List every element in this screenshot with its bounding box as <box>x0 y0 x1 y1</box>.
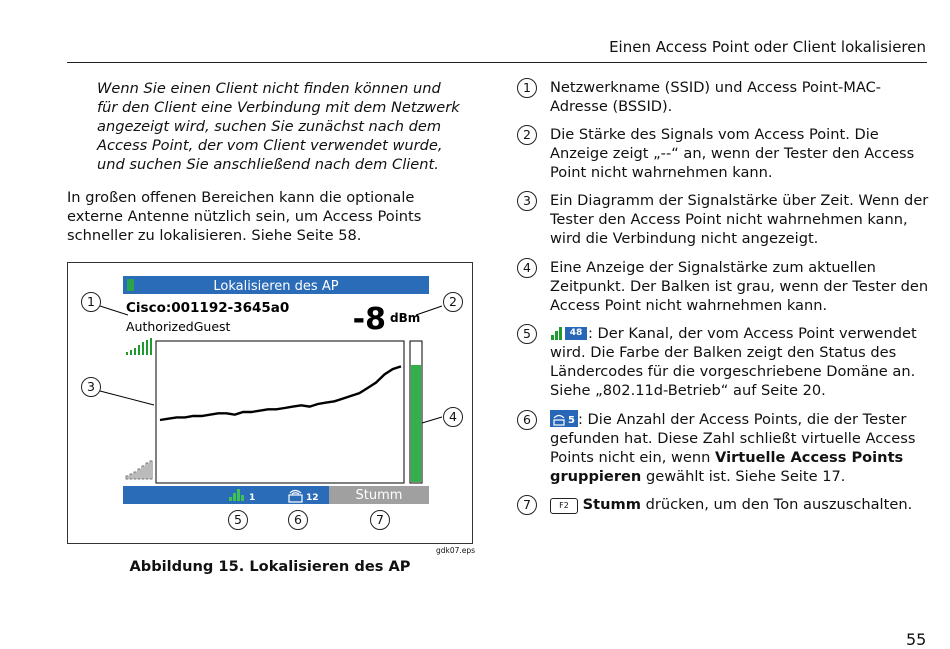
item-text <box>550 410 930 486</box>
item-number: 2 <box>517 125 537 145</box>
device-screen-figure <box>68 263 472 543</box>
signal-history-chart-frame <box>156 341 404 483</box>
figure-callout-1: 1 <box>81 292 101 312</box>
channel-badge: 48 <box>565 327 587 340</box>
item-text-b: gewählt ist. Siehe Seite 17. <box>641 468 846 485</box>
screen-title: Lokalisieren des AP <box>213 279 339 294</box>
figure-file-label: gdk07.eps <box>436 546 476 555</box>
figure-callout-5: 5 <box>228 510 248 530</box>
figure-caption: Abbildung 15. Lokalisieren des AP <box>129 558 411 575</box>
ap-name: Cisco:001192-3645a0 <box>126 300 290 316</box>
item-number: 5 <box>517 324 537 344</box>
item-number: 1 <box>517 78 537 98</box>
signal-value: -8 <box>352 302 386 337</box>
body-paragraph: In großen offenen Bereichen kann die optionale externe Antenne nützlich sein, um Access Points schneller zu lokalisieren. Siehe Seite 58. <box>67 189 422 244</box>
item-text: Netzwerkname (SSID) und Access Point-MAC-Adresse (BSSID). <box>550 79 882 115</box>
item-number: 4 <box>517 258 537 278</box>
note-paragraph: Wenn Sie einen Client nicht finden können und für den Client eine Verbindung mit dem Netzwerk angezeigt wird, suchen Sie zunächst nach dem Access Point, der vom Client verwendet wurde, und suchen Sie anschließend nach dem Client. <box>97 80 460 173</box>
channel-signal-icon <box>550 325 588 341</box>
figure-frame <box>67 262 473 544</box>
ap-count-badge: 5 <box>568 415 575 426</box>
signal-unit: dBm <box>390 311 421 325</box>
item-text-body: drücken, um den Ton auszuschalten. <box>640 496 913 513</box>
ap-count-icon <box>550 410 578 427</box>
item-text-bold: Stumm <box>582 496 641 513</box>
figure-callout-6: 6 <box>288 510 308 530</box>
figure-callout-4: 4 <box>443 407 463 427</box>
item-text: Eine Anzeige der Signalstärke zum aktuellen Zeitpunkt. Der Balken ist grau, wenn der Tester den Access Point nicht wahrnehmen kann. <box>550 259 929 314</box>
item-text-body: : Der Kanal, der vom Access Point verwendet wird. Die Farbe der Balken zeigt den Status des Ländercodes für die vorgeschriebene Domäne an. Siehe „802.11d-Betrieb“ auf Seite 20. <box>550 325 917 399</box>
item-number: 7 <box>517 495 537 515</box>
item-number: 6 <box>517 410 537 430</box>
ap-count: 12 <box>306 493 319 503</box>
figure-callout-7: 7 <box>370 510 390 530</box>
item-text <box>550 324 930 400</box>
running-header: Einen Access Point oder Client lokalisieren <box>609 38 926 56</box>
figure-callout-2: 2 <box>443 292 463 312</box>
header-rule <box>67 62 927 63</box>
mute-softkey-label: Stumm <box>355 488 403 503</box>
signal-meter-bar <box>411 365 421 482</box>
f2-key-icon: F2 <box>550 498 578 514</box>
item-text <box>550 495 930 514</box>
item-number: 3 <box>517 191 537 211</box>
item-text: Die Stärke des Signals vom Access Point. Die Anzeige zeigt „--“ an, wenn der Tester den Access Point nicht wahrnehmen kann. <box>550 126 915 181</box>
ssid-label: AuthorizedGuest <box>126 319 231 334</box>
page-number: 55 <box>906 630 927 649</box>
item-text: Ein Diagramm der Signalstärke über Zeit. Wenn der Tester den Access Point nicht wahrnehmen kann, wird die Verbindung nicht angezeigt. <box>550 192 929 247</box>
figure-callout-3: 3 <box>81 377 101 397</box>
item-text-bold: Virtuelle Access Points gruppieren <box>550 449 904 485</box>
battery-icon <box>127 279 134 291</box>
item-text-a: : Die Anzahl der Access Points, die der Tester gefunden hat. Diese Zahl schließt virtuelle Access Points nicht ein, wenn <box>550 411 916 466</box>
channel-count: 1 <box>249 493 256 503</box>
